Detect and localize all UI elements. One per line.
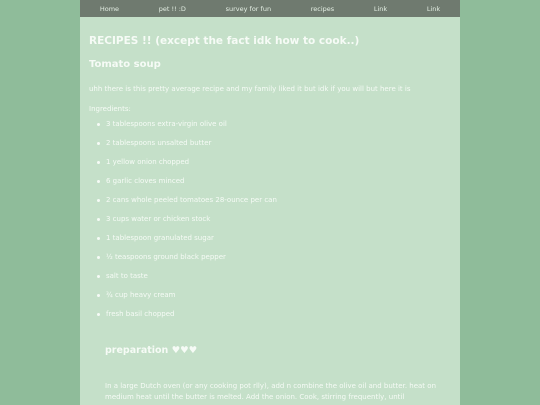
bullet-icon bbox=[97, 313, 100, 316]
bullet-icon bbox=[97, 199, 100, 202]
page-panel bbox=[80, 0, 460, 405]
ingredient-item bbox=[97, 271, 453, 290]
bullet-icon bbox=[97, 218, 100, 221]
ingredient-item bbox=[97, 290, 453, 309]
nav-link-link-2[interactable]: Link bbox=[426, 4, 441, 13]
ingredient-text: 2 tablespoons unsalted butter bbox=[106, 139, 212, 147]
ingredient-text: 3 cups water or chicken stock bbox=[106, 215, 211, 223]
preparation-heading: preparation ♥♥♥ bbox=[105, 345, 198, 356]
bullet-icon bbox=[97, 142, 100, 145]
bullet-icon bbox=[97, 294, 100, 297]
ingredient-text: fresh basil chopped bbox=[106, 310, 175, 318]
ingredient-item bbox=[97, 138, 453, 157]
ingredient-item bbox=[97, 195, 453, 214]
bullet-icon bbox=[97, 123, 100, 126]
ingredient-text: 6 garlic cloves minced bbox=[106, 177, 185, 185]
main-content bbox=[89, 30, 453, 403]
ingredient-item bbox=[97, 157, 453, 176]
ingredient-item bbox=[97, 252, 453, 271]
bullet-icon bbox=[97, 275, 100, 278]
ingredient-text: 1 tablespoon granulated sugar bbox=[106, 234, 214, 242]
recipe-title: Tomato soup bbox=[89, 59, 161, 70]
top-navbar bbox=[80, 0, 460, 17]
ingredient-text: salt to taste bbox=[106, 272, 148, 280]
ingredient-text: ¾ cup heavy cream bbox=[106, 291, 176, 299]
ingredients-label: Ingredients: bbox=[89, 105, 131, 113]
ingredient-text: 1 yellow onion chopped bbox=[106, 158, 190, 166]
ingredient-text: ½ teaspoons ground black pepper bbox=[106, 253, 226, 261]
nav-link-link-1[interactable]: Link bbox=[373, 4, 388, 13]
nav-link-home[interactable]: Home bbox=[99, 4, 120, 13]
bullet-icon bbox=[97, 161, 100, 164]
bullet-icon bbox=[97, 237, 100, 240]
preparation-instructions: In a large Dutch oven (or any cooking pot rlly), add n combine the olive oil and butter. heat on medium heat until the butter is melted. Add the onion. Cook, stirring frequently, until bbox=[105, 382, 436, 401]
nav-link-pet[interactable]: pet !! :D bbox=[158, 4, 186, 13]
ingredient-item bbox=[97, 214, 453, 233]
bullet-icon bbox=[97, 180, 100, 183]
bullet-icon bbox=[97, 256, 100, 259]
ingredient-item bbox=[97, 176, 453, 195]
ingredient-text: 3 tablespoons extra-virgin olive oil bbox=[106, 120, 227, 128]
ingredient-item bbox=[97, 119, 453, 138]
ingredient-item bbox=[97, 309, 453, 328]
nav-link-recipes[interactable]: recipes bbox=[310, 4, 335, 13]
recipe-intro: uhh there is this pretty average recipe and my family liked it but idk if you will but here it is bbox=[89, 85, 411, 93]
page-title: RECIPES !! (except the fact idk how to cook..) bbox=[89, 35, 360, 47]
ingredient-list bbox=[89, 119, 453, 328]
ingredient-item bbox=[97, 233, 453, 252]
ingredient-text: 2 cans whole peeled tomatoes 28-ounce per can bbox=[106, 196, 277, 204]
nav-link-survey[interactable]: survey for fun bbox=[225, 4, 272, 13]
